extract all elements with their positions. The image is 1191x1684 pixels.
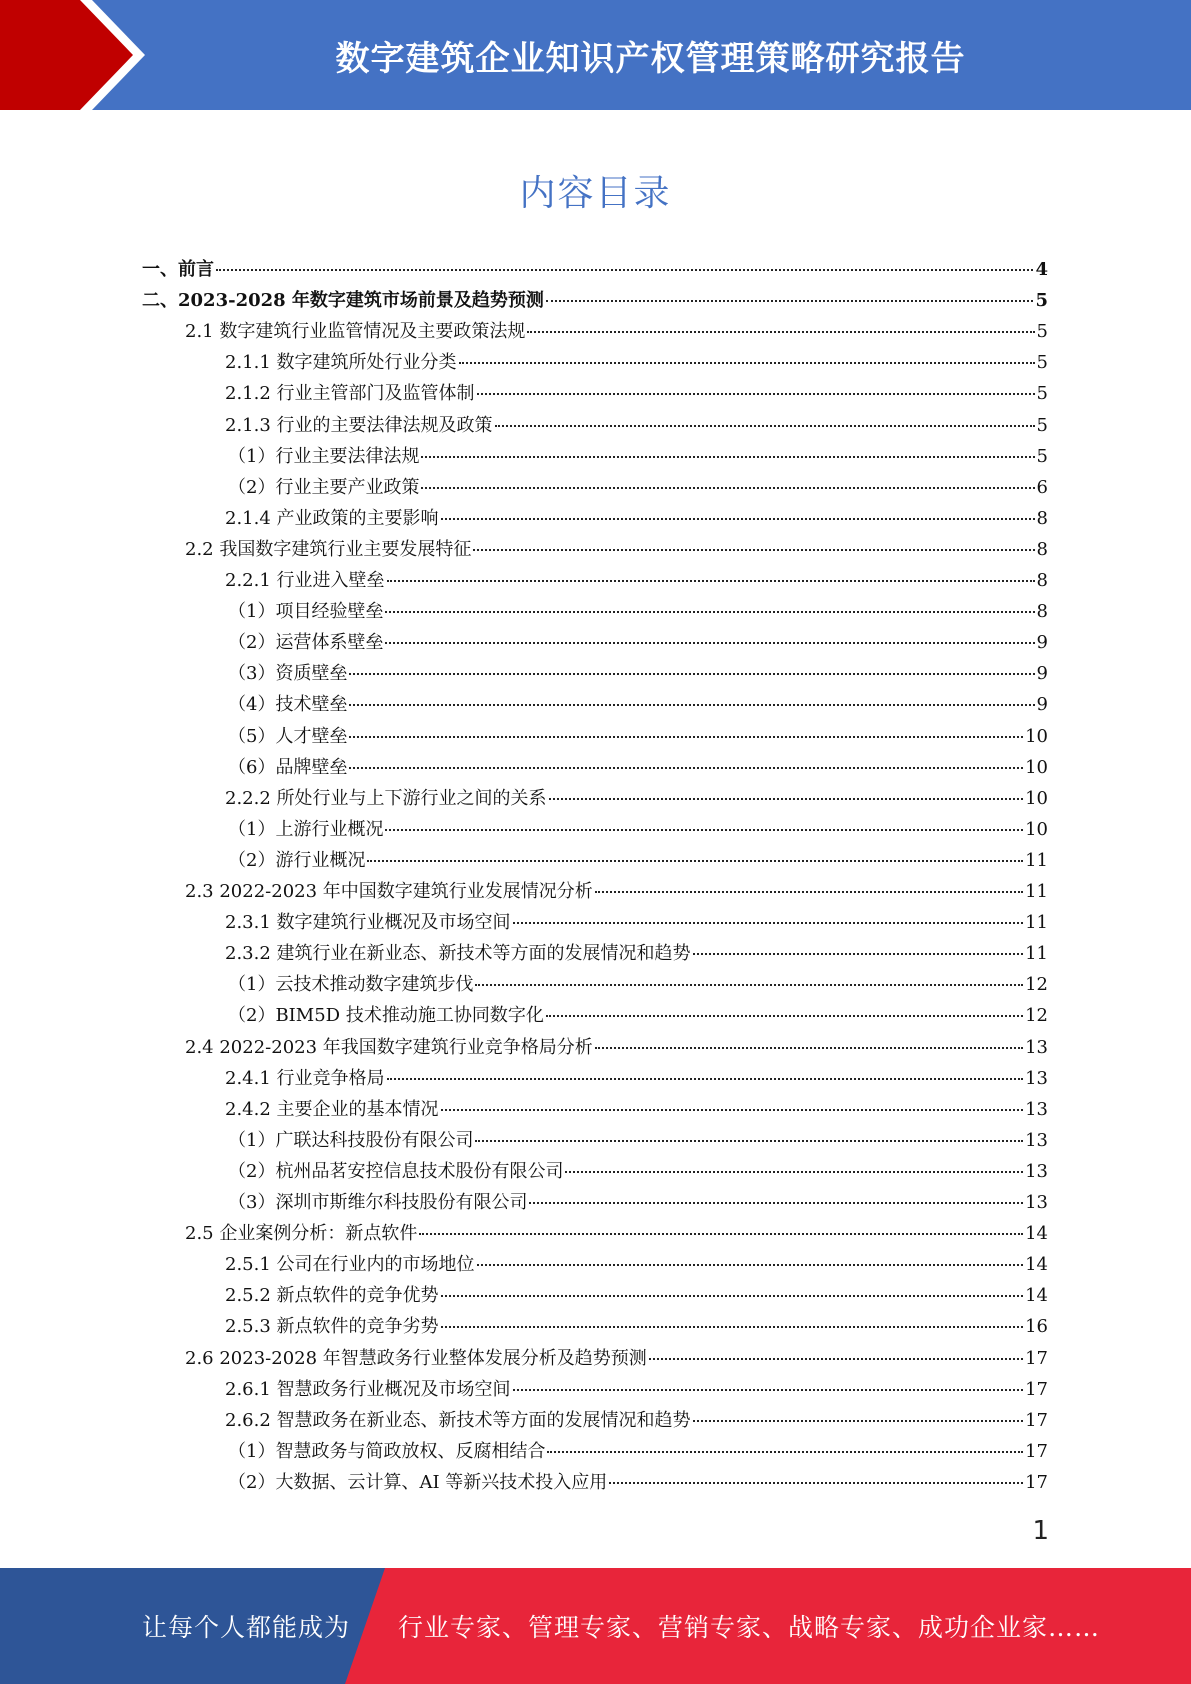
toc-entry-title: 二、2023-2028 年数字建筑市场前景及趋势预测 bbox=[142, 290, 544, 312]
toc-entry-title: 2.5 企业案例分析：新点软件 bbox=[185, 1223, 418, 1245]
toc-entry[interactable] bbox=[225, 1249, 1048, 1280]
toc-entry-title: 2.5.2 新点软件的竞争优势 bbox=[225, 1285, 439, 1307]
toc-entry[interactable] bbox=[225, 1405, 1048, 1436]
toc-entry[interactable] bbox=[225, 783, 1048, 814]
toc-entry-page: 10 bbox=[1025, 725, 1048, 747]
toc-dot-leader bbox=[441, 1108, 1024, 1111]
toc-entry-page: 12 bbox=[1025, 974, 1048, 996]
toc-entry-title: （6）品牌壁垒 bbox=[228, 756, 348, 778]
toc-entry-title: 2.5.3 新点软件的竞争劣势 bbox=[225, 1316, 439, 1338]
toc-entry[interactable] bbox=[228, 814, 1048, 845]
toc-entry[interactable] bbox=[185, 1032, 1048, 1063]
toc-heading: 内容目录 bbox=[519, 173, 672, 214]
toc-dot-leader bbox=[349, 703, 1034, 706]
toc-entry-page: 8 bbox=[1036, 507, 1048, 529]
toc-entry-title: 2.1.3 行业的主要法律法规及政策 bbox=[225, 414, 493, 436]
toc-dot-leader bbox=[385, 828, 1023, 831]
toc-entry[interactable] bbox=[185, 876, 1048, 907]
toc-entry[interactable] bbox=[228, 441, 1048, 472]
toc-entry-page: 12 bbox=[1025, 1005, 1048, 1027]
toc-entry[interactable] bbox=[142, 254, 1048, 285]
toc-dot-leader bbox=[421, 455, 1034, 458]
toc-entry-title: 2.6.2 智慧政务在新业态、新技术等方面的发展情况和趋势 bbox=[225, 1409, 691, 1431]
footer-slogan-right: 行业专家、管理专家、营销专家、战略专家、成功企业家…… bbox=[398, 1613, 1101, 1642]
toc-entry-title: 2.4 2022-2023 年我国数字建筑行业竞争格局分析 bbox=[185, 1036, 593, 1058]
toc-dot-leader bbox=[495, 424, 1035, 427]
toc-entry-page: 10 bbox=[1025, 756, 1048, 778]
toc-entry[interactable] bbox=[228, 1436, 1048, 1467]
toc-entry-title: （2）行业主要产业政策 bbox=[228, 476, 420, 498]
toc-entry[interactable] bbox=[225, 503, 1048, 534]
toc-entry-page: 17 bbox=[1025, 1471, 1048, 1493]
toc-entry-page: 13 bbox=[1025, 1129, 1048, 1151]
toc-entry[interactable] bbox=[185, 534, 1048, 565]
toc-dot-leader bbox=[477, 392, 1035, 395]
toc-entry-title: （1）智慧政务与简政放权、反腐相结合 bbox=[228, 1440, 546, 1462]
toc-entry-page: 16 bbox=[1025, 1316, 1048, 1338]
toc-entry-page: 13 bbox=[1025, 1098, 1048, 1120]
toc-entry-title: 2.2 我国数字建筑行业主要发展特征 bbox=[185, 538, 472, 560]
toc-entry[interactable] bbox=[228, 1187, 1048, 1218]
toc-dot-leader bbox=[367, 859, 1023, 862]
toc-entry-title: （1）上游行业概况 bbox=[228, 818, 384, 840]
toc-entry-title: （5）人才壁垒 bbox=[228, 725, 348, 747]
toc-entry-title: 2.1.1 数字建筑所处行业分类 bbox=[225, 352, 457, 374]
footer-banner bbox=[0, 1568, 1191, 1684]
toc-entry[interactable] bbox=[228, 658, 1048, 689]
toc-entry[interactable] bbox=[185, 1218, 1048, 1249]
toc-entry[interactable] bbox=[225, 1374, 1048, 1405]
toc-entry-title: 2.1.2 行业主管部门及监管体制 bbox=[225, 383, 475, 405]
report-title: 数字建筑企业知识产权管理策略研究报告 bbox=[335, 38, 966, 79]
page-number: 1 bbox=[1032, 1516, 1049, 1546]
toc-entry-page: 9 bbox=[1036, 694, 1048, 716]
toc-entry-page: 11 bbox=[1025, 943, 1048, 965]
toc-entry[interactable] bbox=[228, 1000, 1048, 1031]
toc-entry-title: 2.3.1 数字建筑行业概况及市场空间 bbox=[225, 912, 511, 934]
toc-entry-page: 11 bbox=[1025, 849, 1048, 871]
toc-dot-leader bbox=[547, 1450, 1023, 1453]
toc-dot-leader bbox=[565, 1170, 1023, 1173]
toc-entry-title: 2.4.2 主要企业的基本情况 bbox=[225, 1098, 439, 1120]
toc-entry-title: 2.2.2 所处行业与上下游行业之间的关系 bbox=[225, 787, 547, 809]
toc-entry-page: 10 bbox=[1025, 818, 1048, 840]
toc-entry-title: 2.1.4 产业政策的主要影响 bbox=[225, 507, 439, 529]
footer-slogan-left: 让每个人都能成为 bbox=[142, 1613, 351, 1642]
toc-entry-page: 13 bbox=[1025, 1192, 1048, 1213]
toc-entry[interactable] bbox=[228, 689, 1048, 720]
toc-entry[interactable] bbox=[142, 285, 1048, 316]
toc-entry-page: 8 bbox=[1036, 570, 1048, 591]
toc-dot-leader bbox=[546, 1014, 1023, 1017]
toc-dot-leader bbox=[441, 517, 1035, 520]
toc-dot-leader bbox=[527, 330, 1034, 333]
toc-dot-leader bbox=[385, 610, 1034, 613]
toc-dot-leader bbox=[595, 1046, 1023, 1049]
toc-dot-leader bbox=[216, 268, 1033, 271]
toc-entry-page: 5 bbox=[1036, 414, 1048, 436]
toc-dot-leader bbox=[595, 890, 1023, 893]
toc-entry-title: （3）资质壁垒 bbox=[228, 663, 348, 685]
toc-entry[interactable] bbox=[228, 1467, 1048, 1498]
toc-dot-leader bbox=[387, 579, 1035, 582]
toc-entry-title: （3）深圳市斯维尔科技股份有限公司 bbox=[228, 1192, 528, 1213]
toc-entry-page: 17 bbox=[1025, 1378, 1048, 1400]
toc-entry[interactable] bbox=[225, 378, 1048, 409]
toc-dot-leader bbox=[649, 1357, 1023, 1360]
toc-dot-leader bbox=[513, 1388, 1024, 1391]
toc-entry-title: （1）广联达科技股份有限公司 bbox=[228, 1129, 474, 1151]
toc-entry[interactable] bbox=[228, 845, 1048, 876]
toc-entry-page: 11 bbox=[1025, 881, 1048, 902]
toc-entry-title: （2）游行业概况 bbox=[228, 849, 366, 871]
toc-entry[interactable] bbox=[228, 1156, 1048, 1187]
toc-entry-page: 8 bbox=[1036, 601, 1048, 623]
toc-entry-title: 2.4.1 行业竞争格局 bbox=[225, 1067, 385, 1089]
toc-dot-leader bbox=[349, 766, 1023, 769]
toc-dot-leader bbox=[385, 641, 1034, 644]
toc-entry-page: 4 bbox=[1035, 259, 1048, 280]
toc-entry-page: 14 bbox=[1025, 1285, 1048, 1307]
toc-entry[interactable] bbox=[225, 410, 1048, 441]
toc-entry-page: 11 bbox=[1025, 912, 1048, 934]
toc-dot-leader bbox=[693, 952, 1024, 955]
toc-dot-leader bbox=[529, 1201, 1023, 1204]
toc-entry-title: （2）运营体系壁垒 bbox=[228, 632, 384, 654]
toc-entry-page: 6 bbox=[1036, 476, 1048, 498]
header-banner bbox=[0, 0, 1191, 110]
toc-dot-leader bbox=[475, 983, 1023, 986]
toc-dot-leader bbox=[546, 299, 1034, 302]
toc-entry[interactable] bbox=[228, 969, 1048, 1000]
toc-dot-leader bbox=[473, 548, 1034, 551]
toc-entry[interactable] bbox=[225, 1063, 1048, 1094]
toc-entry-page: 13 bbox=[1025, 1160, 1048, 1182]
toc-entry[interactable] bbox=[228, 1125, 1048, 1156]
toc-entry-title: （2）大数据、云计算、AI 等新兴技术投入应用 bbox=[228, 1471, 608, 1493]
toc-entry[interactable] bbox=[225, 1311, 1048, 1342]
toc-entry[interactable] bbox=[185, 1343, 1048, 1374]
toc-entry-page: 17 bbox=[1025, 1347, 1048, 1369]
toc-dot-leader bbox=[349, 735, 1023, 738]
toc-dot-leader bbox=[477, 1263, 1024, 1266]
toc-entry-page: 13 bbox=[1025, 1067, 1048, 1089]
toc-entry-title: 2.3.2 建筑行业在新业态、新技术等方面的发展情况和趋势 bbox=[225, 943, 691, 965]
toc-dot-leader bbox=[441, 1325, 1024, 1328]
toc-entry-title: （2）BIM5D 技术推动施工协同数字化 bbox=[228, 1005, 544, 1027]
toc-entry-title: （1）行业主要法律法规 bbox=[228, 445, 420, 467]
toc-entry[interactable] bbox=[225, 347, 1048, 378]
toc-entry-page: 5 bbox=[1036, 383, 1048, 405]
toc-entry[interactable] bbox=[228, 596, 1048, 627]
toc-entry-page: 17 bbox=[1025, 1440, 1048, 1462]
toc-dot-leader bbox=[419, 1232, 1023, 1235]
toc-entry-page: 9 bbox=[1036, 663, 1048, 685]
toc-dot-leader bbox=[549, 797, 1024, 800]
toc-entry-page: 5 bbox=[1036, 352, 1048, 374]
toc-entry-page: 13 bbox=[1025, 1036, 1048, 1058]
toc-entry[interactable] bbox=[225, 938, 1048, 969]
toc-dot-leader bbox=[421, 486, 1034, 489]
toc-dot-leader bbox=[349, 672, 1034, 675]
toc-dot-leader bbox=[513, 921, 1024, 924]
toc-entry-page: 14 bbox=[1025, 1254, 1048, 1276]
toc-entry-title: （1）项目经验壁垒 bbox=[228, 601, 384, 623]
toc-entry-title: 2.1 数字建筑行业监管情况及主要政策法规 bbox=[185, 321, 526, 343]
toc-entry[interactable] bbox=[228, 721, 1048, 752]
toc-entry[interactable] bbox=[225, 1280, 1048, 1311]
toc-entry-title: （4）技术壁垒 bbox=[228, 694, 348, 716]
toc-entry[interactable] bbox=[225, 907, 1048, 938]
toc-entry[interactable] bbox=[228, 627, 1048, 658]
toc-entry-title: 2.5.1 公司在行业内的市场地位 bbox=[225, 1254, 475, 1276]
toc-entry-page: 5 bbox=[1035, 290, 1048, 312]
toc-entry-title: 2.3 2022-2023 年中国数字建筑行业发展情况分析 bbox=[185, 881, 593, 902]
toc-entry-title: 2.6.1 智慧政务行业概况及市场空间 bbox=[225, 1378, 511, 1400]
toc-dot-leader bbox=[441, 1294, 1024, 1297]
toc-entry-title: 2.6 2023-2028 年智慧政务行业整体发展分析及趋势预测 bbox=[185, 1347, 647, 1369]
toc-entry-title: （1）云技术推动数字建筑步伐 bbox=[228, 974, 474, 996]
toc-entry-page: 9 bbox=[1036, 632, 1048, 654]
toc-entry-page: 5 bbox=[1036, 445, 1048, 467]
toc-entry-page: 10 bbox=[1025, 787, 1048, 809]
toc-entry-page: 5 bbox=[1036, 321, 1048, 343]
toc-entry[interactable] bbox=[225, 565, 1048, 596]
toc-dot-leader bbox=[387, 1077, 1024, 1080]
toc-entry-page: 8 bbox=[1036, 538, 1048, 560]
toc-entry[interactable] bbox=[228, 752, 1048, 783]
toc-dot-leader bbox=[609, 1481, 1023, 1484]
toc-entry-page: 17 bbox=[1025, 1409, 1048, 1431]
toc-entry-title: 2.2.1 行业进入壁垒 bbox=[225, 570, 385, 591]
toc-entry-page: 14 bbox=[1025, 1223, 1048, 1245]
toc-entry[interactable] bbox=[228, 472, 1048, 503]
toc-dot-leader bbox=[459, 361, 1035, 364]
toc-dot-leader bbox=[693, 1419, 1024, 1422]
toc-entry-title: （2）杭州品茗安控信息技术股份有限公司 bbox=[228, 1160, 564, 1182]
toc-dot-leader bbox=[475, 1139, 1023, 1142]
toc-entry[interactable] bbox=[185, 316, 1048, 347]
toc-entry[interactable] bbox=[225, 1094, 1048, 1125]
toc-entry-title: 一、前言 bbox=[142, 259, 214, 280]
